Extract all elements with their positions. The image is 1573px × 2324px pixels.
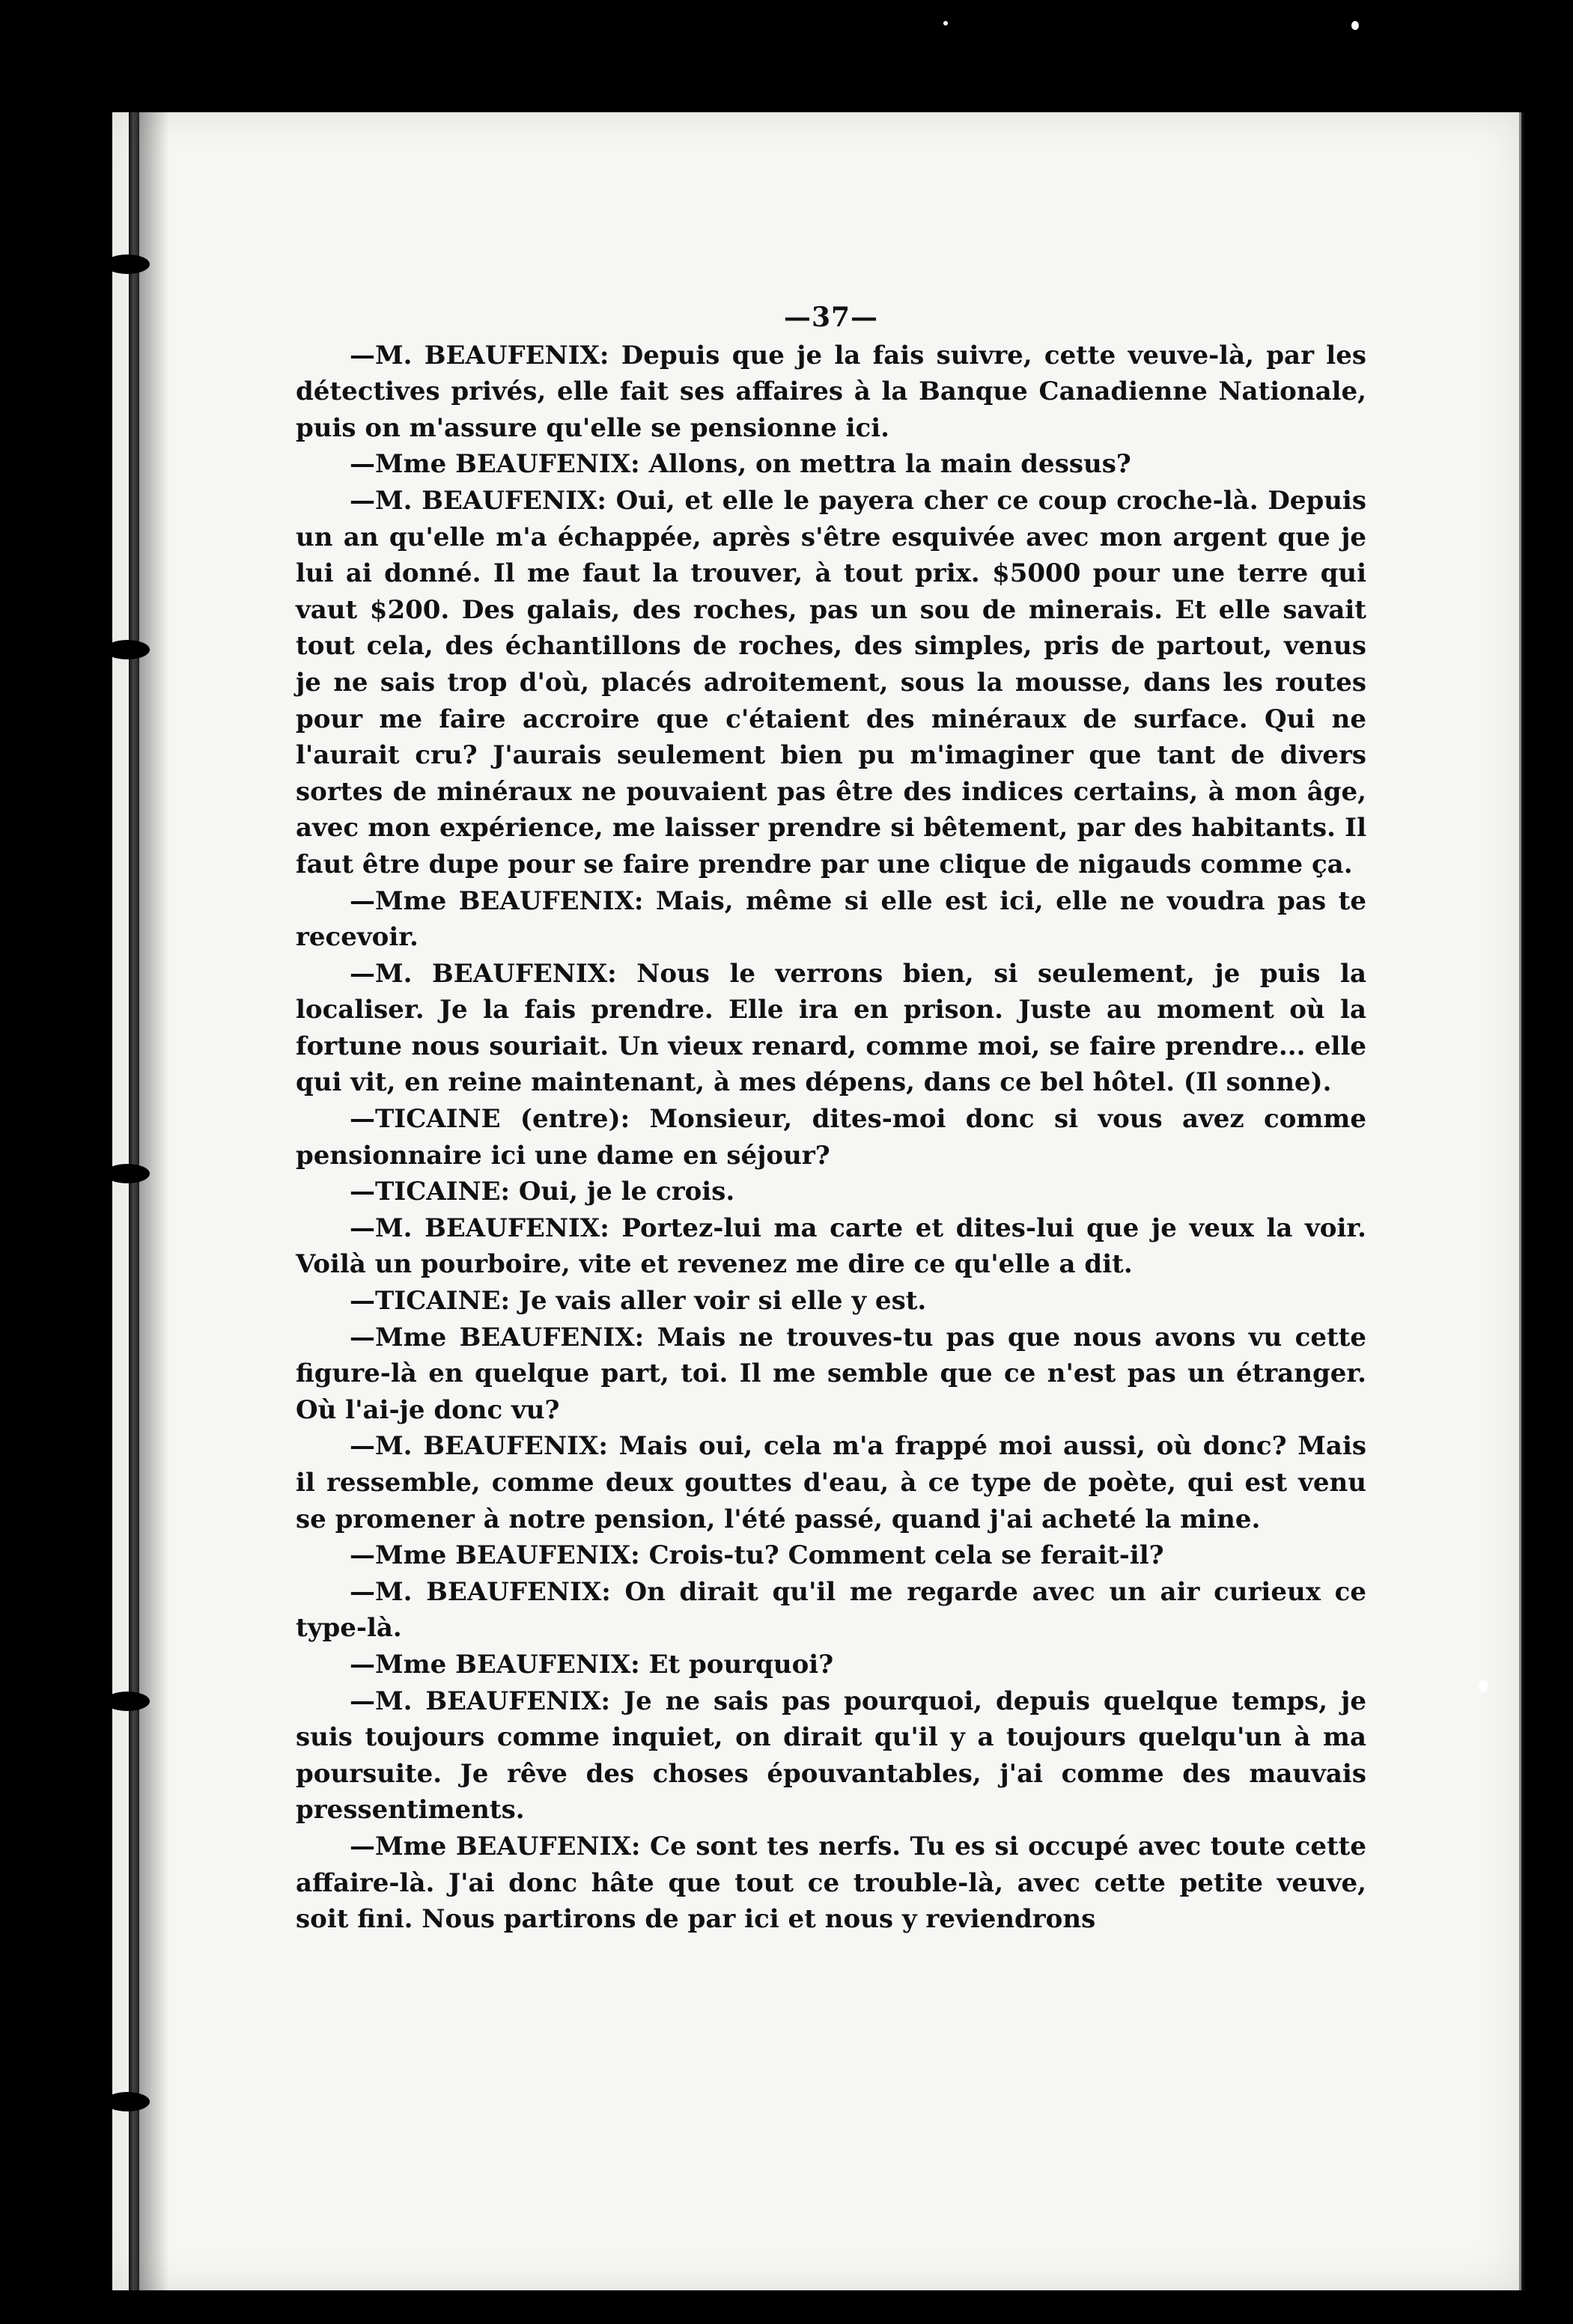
page-right-edge [1519,112,1524,2290]
paragraph: —M. BEAUFENIX: Nous le verrons bien, si seulement, je puis la localiser. Je la fais prendre. Elle ira en prison. Juste au moment où la fortune nous souriait. Un vieux renard, comme moi, se faire prendre... elle qui vit, en reine maintenant, à mes dépens, dans ce bel hôtel. (Il sonne). [296,958,1366,1098]
paragraph: —Mme BEAUFENIX: Ce sont tes nerfs. Tu es si occupé avec toute cette affaire-là. J'ai donc hâte que tout ce trouble-là, avec cette petite veuve, soit fini. Nous partirons de par ici et nous y reviendrons [296,1831,1366,1935]
paragraph: —M. BEAUFENIX: Mais oui, cela m'a frappé moi aussi, où donc? Mais il ressemble, comme deux gouttes d'eau, à ce type de poète, qui est venu se promener à notre pension, l'été passé, quand j'ai acheté la mine. [296,1431,1366,1534]
scan-speck [1479,1680,1488,1692]
paragraph: —Mme BEAUFENIX: Crois-tu? Comment cela se ferait-il? [350,1540,1164,1571]
binding-mark [105,1164,150,1183]
paragraph: —M. BEAUFENIX: Je ne sais pas pourquoi, depuis quelque temps, je suis toujours comme inquiet, on dirait qu'il y a toujours quelqu'un à ma poursuite. Je rêve des choses épouvantables, j'ai comme des mauvais pressentiments. [296,1686,1366,1826]
paragraph: —TICAINE: Oui, je le crois. [350,1177,735,1207]
paragraph: —M. BEAUFENIX: Oui, et elle le payera cher ce coup croche-là. Depuis un an qu'elle m'a échappée, après s'être esquivée avec mon argent que je lui ai donné. Il me faut la trouver, à tout prix. $5000 pour une terre qui vaut $200. Des galais, des roches, pas un sou de minerais. Et elle savait tout cela, des échantillons de roches, des simples, pris de partout, venus je ne sais trop d'où, placés adroitement, sous la mousse, dans les routes pour me faire accroire que c'étaient des minéraux de surface. Qui ne l'aurait cru? J'aurais seulement bien pu m'imaginer que tant de divers sortes de minéraux ne pouvaient pas être des indices certains, à mon âge, avec mon expérience, me laisser prendre si bêtement, par des habitants. Il faut être dupe pour se faire prendre par une clique de nigauds comme ça. [296,485,1366,879]
paragraph: —Mme BEAUFENIX: Mais ne trouves-tu pas que nous avons vu cette figure-là en quelque part, toi. Il me semble que ce n'est pas un étranger. Où l'ai-je donc vu? [296,1322,1366,1425]
binding-mark [105,1692,150,1711]
binding-mark [105,640,150,659]
binding-mark [105,2092,150,2111]
paragraph: —M. BEAUFENIX: On dirait qu'il me regarde avec un air curieux ce type-là. [296,1576,1366,1644]
document-body [296,299,1366,1938]
spine-shadow [139,112,169,2290]
paragraph: —Mme BEAUFENIX: Mais, même si elle est ici, elle ne voudra pas te recevoir. [296,885,1366,953]
paragraph: —Mme BEAUFENIX: Et pourquoi? [350,1649,834,1680]
scan-speck [943,21,948,25]
page-number: —37— [783,302,879,333]
paragraph: —TICAINE (entre): Monsieur, dites-moi donc si vous avez comme pensionnaire ici une dame en séjour? [296,1104,1366,1171]
paragraph: —M. BEAUFENIX: Portez-lui ma carte et dites-lui que je veux la voir. Voilà un pourboire, vite et revenez me dire ce qu'elle a dit. [296,1213,1366,1280]
paragraph: —TICAINE: Je vais aller voir si elle y est. [350,1286,927,1317]
scan-speck [1351,21,1359,30]
paragraph: —M. BEAUFENIX: Depuis que je la fais suivre, cette veuve-là, par les détectives privés, elle fait ses affaires à la Banque Canadienne Nationale, puis on m'assure qu'elle se pensionne ici. [296,340,1366,443]
binding-spine [129,112,139,2290]
paragraph: —Mme BEAUFENIX: Allons, on mettra la main dessus? [350,449,1131,480]
binding-mark [105,254,150,274]
